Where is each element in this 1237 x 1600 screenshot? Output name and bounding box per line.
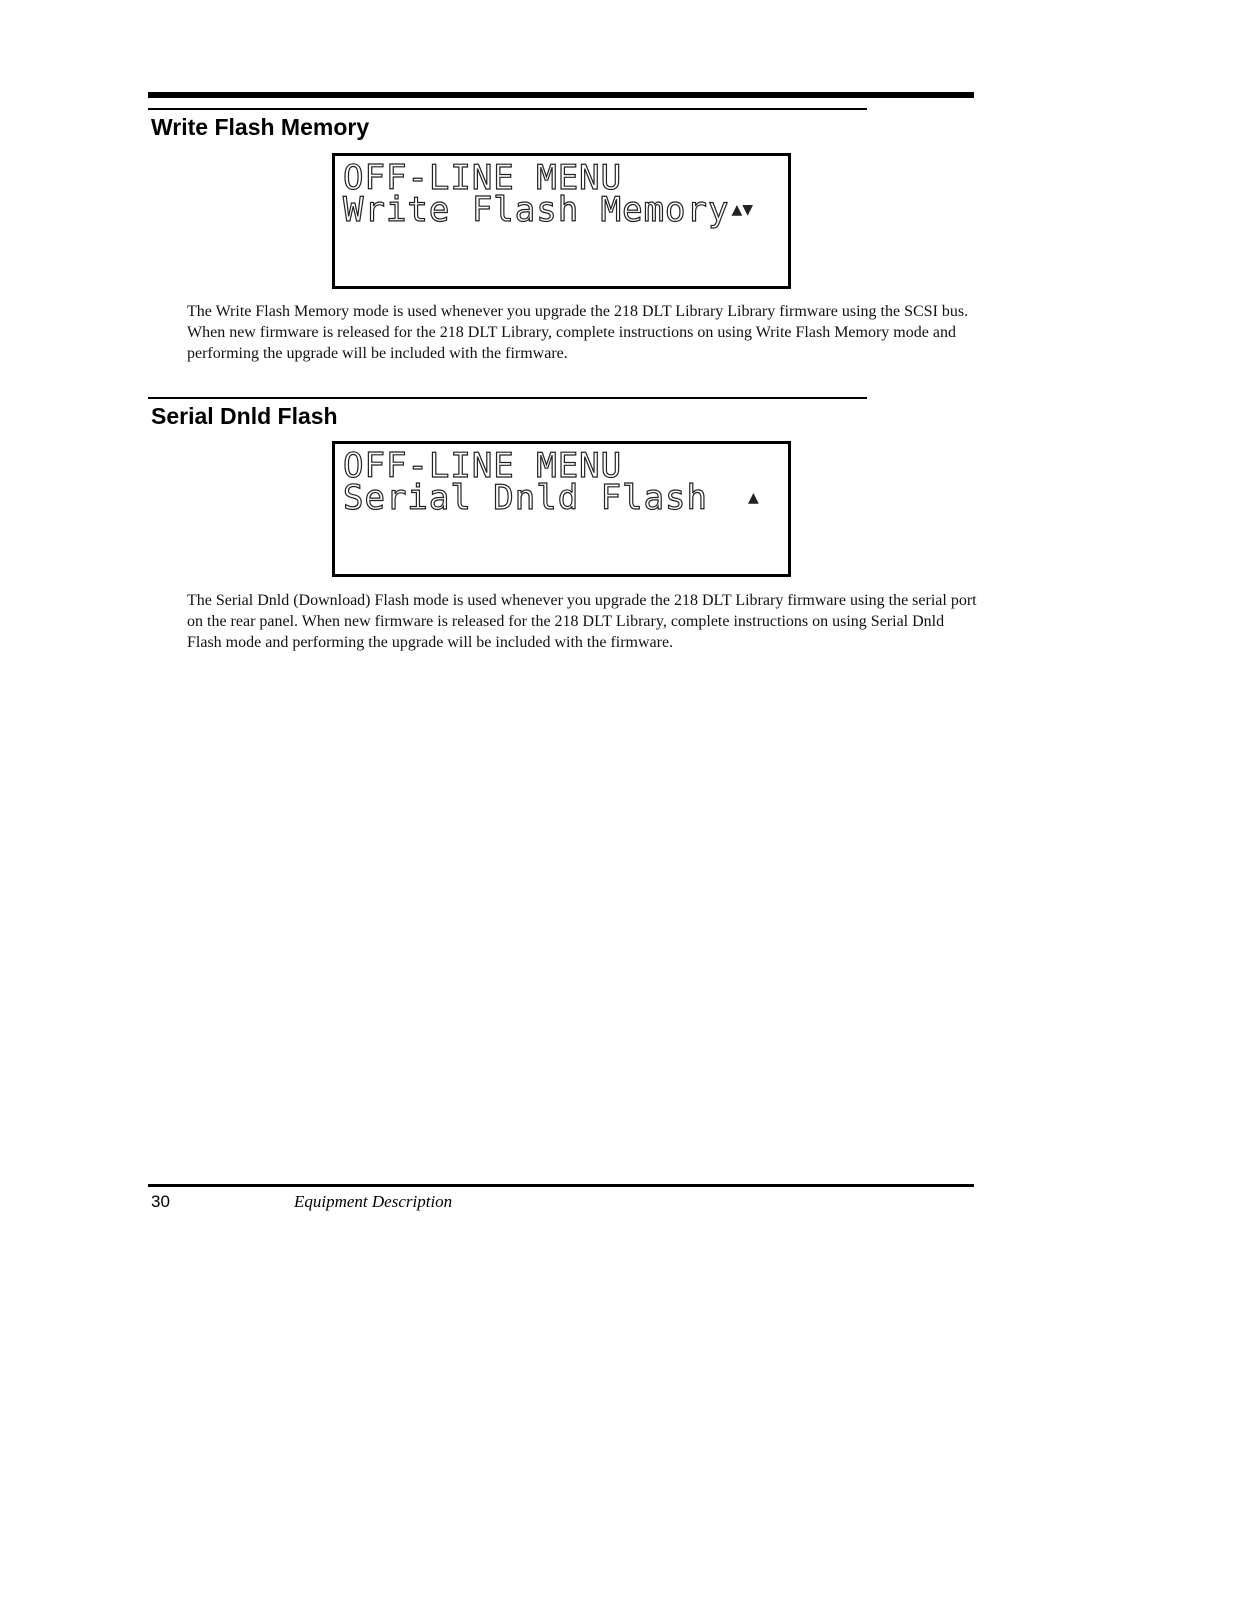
page-number: 30 <box>151 1192 170 1211</box>
section-paragraph: The Serial Dnld (Download) Flash mode is used whenever you upgrade the 218 DLT Library firmware using the serial port on the rear panel. When new firmware is released for the 218 DLT Library, complete instructions on using Serial Dnld Flash mode and performing the upgrade will be included with the firmware. <box>187 592 977 651</box>
footer-rule <box>148 1184 974 1187</box>
section-rule <box>148 108 867 110</box>
lcd-line-2: Serial Dnld Flash ▲ <box>343 478 759 518</box>
lcd-display <box>332 153 791 289</box>
section-heading: Serial Dnld Flash <box>151 403 338 429</box>
chapter-title: Equipment Description <box>294 1192 453 1211</box>
scroll-arrows-icon: ▲▼ <box>731 199 754 220</box>
lcd-display <box>332 441 791 577</box>
section-rule <box>148 397 867 399</box>
lcd-line-2: Write Flash Memory ▲▼ <box>343 190 754 230</box>
scroll-up-arrow-icon: ▲ <box>748 487 759 508</box>
header-rule <box>148 92 974 98</box>
lcd-line-1: OFF-LINE MENU <box>343 446 623 486</box>
section-paragraph: The Write Flash Memory mode is used whenever you upgrade the 218 DLT Library Library firmware using the SCSI bus. When new firmware is released for the 218 DLT Library, complete instructions on using Write Flash Memory mode and performing the upgrade will be included with the firmware. <box>187 303 969 362</box>
section-heading: Write Flash Memory <box>151 114 370 140</box>
lcd-line-1: OFF-LINE MENU <box>343 158 623 198</box>
